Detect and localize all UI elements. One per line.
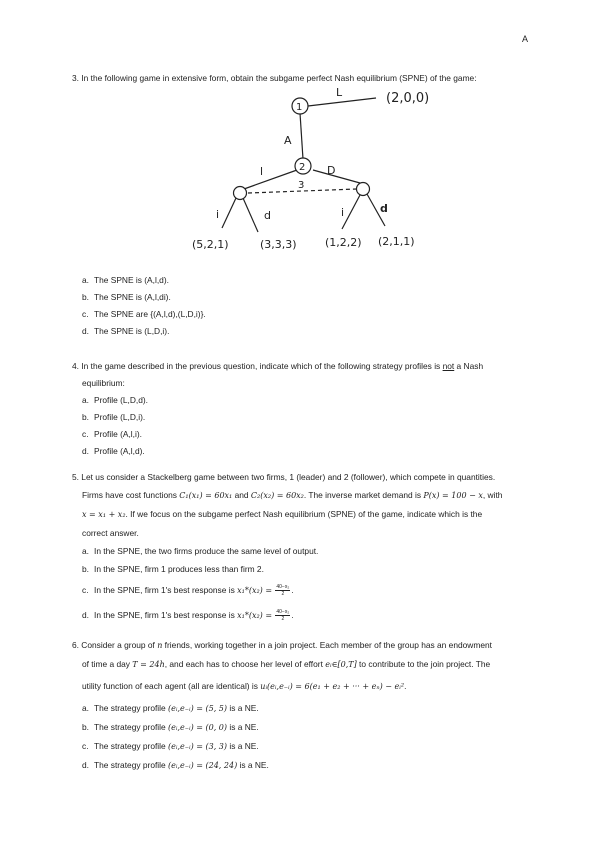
payoff-L: (2,0,0) [386,91,430,106]
q6-option-c[interactable]: c. The strategy profile (eᵢ,e₋ᵢ) = (3, 3) is a NE. [82,741,259,751]
q6-option-a[interactable]: a. The strategy profile (eᵢ,e₋ᵢ) = (5, 5) is a NE. [82,703,259,713]
q5-option-d[interactable]: d. In the SPNE, firm 1's best response is x₁*(x₂) = $\frac{\text{40−x₂}}{2}$ . [82,609,294,623]
edge-i-right-label: i [341,206,345,219]
edge-L-line [308,98,376,106]
q5-option-a[interactable]: a. In the SPNE, the two firms produce the same level of output. [82,546,319,556]
q5-option-c[interactable]: c. In the SPNE, firm 1's best response is x₁*(x₂) = $\frac{\text{40−x₂}}{2}$ . [82,584,294,598]
edge-D-label: D [327,164,336,177]
question-3 [72,70,536,87]
payoff-leaf-3: (1,2,2) [325,236,362,249]
q3-option-d[interactable] [72,323,536,340]
question-5-line-3: x = x₁ + x₂. If we focus on the subgame perfect Nash equilibrium (SPNE) of the game, indicate which is the [82,509,483,519]
edge-l-label: l [260,165,264,178]
game-tree-diagram [180,86,440,256]
edge-d-left-label: d [264,209,271,222]
q6-option-d[interactable]: d. The strategy profile (eᵢ,e₋ᵢ) = (24, 24) is a NE. [82,760,269,770]
question-6 [72,636,536,775]
fraction: $\frac{\text{40−x₂}}{2}$ [276,609,290,623]
question-5-line-2: Firms have cost functions C₁(x₁) = 60x₁ and C₂(x₂) = 60x₂. The inverse market demand is P(x) = 100 − x, with [82,490,503,500]
payoff-leaf-2: (3,3,3) [260,238,297,251]
q4-option-c[interactable]: c. Profile (A,l,i). [82,429,142,439]
fraction: $\frac{\text{40−x₂}}{2}$ [276,584,290,598]
effort-range: eᵢ∈[0,T] [325,660,357,669]
node-player-3-left [234,187,247,200]
cost-function-1: C₁(x₁) = 60x₁ [179,491,233,500]
cost-function-2: C₂(x₂) = 60x₂ [250,491,304,500]
option-letter: c. [82,309,89,319]
q6-option-b[interactable]: b. The strategy profile (eᵢ,e₋ᵢ) = (0, 0) is a NE. [82,722,259,732]
best-response-expr: x₁*(x₂) = [237,586,273,595]
emphasis-not: not [442,361,455,371]
edge-d-left-line [243,198,258,232]
q3-option-c[interactable] [72,306,536,323]
payoff-leaf-4: (2,1,1) [378,235,415,248]
option-text: The SPNE is (A,l,di). [94,292,171,302]
option-letter: a. [82,275,89,285]
q4-option-a[interactable]: a. Profile (L,D,d). [82,395,148,405]
edge-A-line [300,113,303,159]
q3-option-b[interactable] [72,289,536,306]
question-3-options [72,272,536,340]
info-set-label: 3 [298,180,305,191]
option-text: The SPNE are {(A,l,d),(L,D,i)}. [94,309,206,319]
edge-i-left-label: i [216,208,220,221]
utility-function: uᵢ(eᵢ,e₋ᵢ) = 6(e₁ + e₂ + ··· + eₙ) − eᵢ² [260,682,405,691]
edge-A-label: A [284,134,292,147]
q4-option-d[interactable]: d. Profile (A,l,d). [82,446,145,456]
node-player-2-label: 2 [299,162,306,173]
page-corner-label: A [521,34,528,44]
question-6-line-2: of time a day T = 24h, and each has to choose her level of effort eᵢ∈[0,T] to contribute to the join project. The [82,659,491,669]
edge-i-right-line [342,195,360,229]
node-player-3-right [357,183,370,196]
edge-i-left-line [222,198,236,228]
question-6-line-1: 6. Consider a group of n friends, working together in a join project. Each member of the group has an endowment [72,640,492,650]
question-4 [72,358,536,460]
inverse-demand: P(x) = 100 − x [423,491,483,500]
question-3-stem: 3. In the following game in extensive form, obtain the subgame perfect Nash equilibrium (SPNE) of the game: [72,73,477,83]
time-endowment: T = 24h [132,660,165,669]
edge-d-right-label: d [380,202,388,215]
option-text: The SPNE is (A,l,d). [94,275,169,285]
question-4-stem: 4. In the game described in the previous question, indicate which of the following strategy profiles is not a Nash [72,361,484,371]
total-quantity: x = x₁ + x₂ [82,510,126,519]
option-letter: b. [82,292,89,302]
option-letter: d. [82,326,89,336]
q3-option-a[interactable] [72,272,536,289]
question-4-stem-cont: equilibrium: [82,378,125,388]
node-player-1-label: 1 [296,102,303,113]
option-text: The SPNE is (L,D,i). [94,326,170,336]
question-5 [72,468,536,628]
edge-L-label: L [336,86,343,99]
q5-option-b[interactable]: b. In the SPNE, firm 1 produces less than firm 2. [82,564,264,574]
question-6-line-3: utility function of each agent (all are identical) is uᵢ(eᵢ,e₋ᵢ) = 6(e₁ + e₂ + ··· + eₙ) − eᵢ². [82,681,407,691]
edge-l-line [244,170,297,189]
q4-option-b[interactable]: b. Profile (L,D,i). [82,412,146,422]
best-response-expr: x₁*(x₂) = [237,611,273,620]
edge-D-line [313,170,360,183]
payoff-leaf-1: (5,2,1) [192,238,229,251]
question-5-line-4: correct answer. [82,528,139,538]
question-5-line-1: 5. Let us consider a Stackelberg game between two firms, 1 (leader) and 2 (follower), which compete in quantities. [72,472,496,482]
